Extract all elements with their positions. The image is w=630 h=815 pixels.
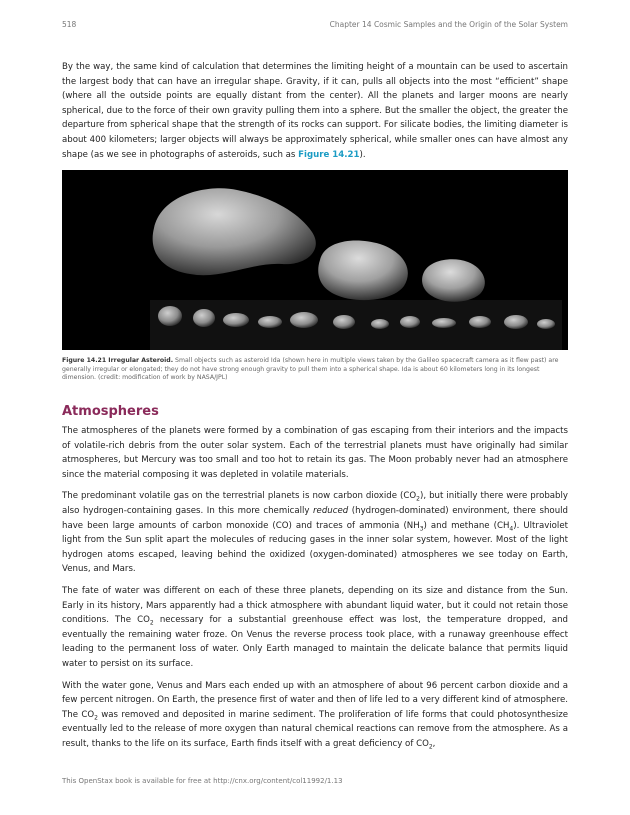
figure-caption <box>62 357 568 383</box>
ida-view-small-11 <box>504 315 528 329</box>
intro-text-end: ). <box>359 149 366 160</box>
p2-text-a: The predominant volatile gas on the terrestrial planets is now carbon dioxide (CO <box>62 491 417 502</box>
figure-14-21-link[interactable]: Figure 14.21 <box>298 149 360 160</box>
ida-view-small-5 <box>290 312 318 328</box>
p2-text-d: ) and methane (CH <box>423 520 510 531</box>
p2-sub-co2: 2 <box>416 496 420 504</box>
figure-label: Figure 14.21 Irregular Asteroid. <box>62 357 174 364</box>
ida-view-small-10 <box>469 316 491 328</box>
p4-text-b: was removed and deposited in marine sediment. The proliferation of life forms that could photosynthesize eventually led to the release of more oxygen than natural chemical reactions can remove from the atmosphere. As a result, thanks to the life on its surface, Earth finds itself with a great deficiency of CO <box>62 709 568 749</box>
atmospheres-body <box>62 424 568 758</box>
p2-sub-ch4: 4 <box>509 525 514 533</box>
ida-view-small-2 <box>193 309 215 327</box>
paragraph-2 <box>62 489 568 577</box>
footer-license-note: This OpenStax book is available for free at http://cnx.org/content/col11992/1.13 <box>62 777 343 785</box>
ida-view-small-7 <box>371 319 389 329</box>
p4-sub-co2-2: 2 <box>428 743 433 751</box>
p4-sub-co2: 2 <box>94 714 98 722</box>
ida-view-small-12 <box>537 319 555 329</box>
ida-view-small-6 <box>333 315 355 329</box>
paragraph-4 <box>62 679 568 752</box>
p2-text-c: (hydrogen-dominated) environment, there should have been large amounts of carbon monoxide (CO) and traces of ammonia (NH <box>62 505 568 531</box>
p3-text-a: The fate of water was different on each of these three planets, depending on its size and distance from the Sun. Early in its history, Mars apparently had a thick atmosphere with abundant liquid water, but it could not retain those conditions. The CO <box>62 585 568 626</box>
ida-view-small-1 <box>158 306 182 326</box>
intro-paragraph <box>62 60 568 169</box>
p3-sub-co2: 2 <box>149 619 154 627</box>
page-number: 518 <box>62 20 77 29</box>
intro-text: By the way, the same kind of calculation that determines the limiting height of a mountain can be used to ascertain the largest body that can have an irregular shape. Gravity, if it can, pulls all objects into the most “efficient” shape (where all the outside points are equally distant from the center). All the planets and larger moons are nearly spherical, due to the force of their own gravity pulling them into a sphere. But the smaller the object, the greater the departure from spherical shape that the strength of its rocks can support. For silicate bodies, the limiting diameter is about 400 kilometers; larger objects will always be approximately spherical, while smaller ones can have almost any shape (as we see in photographs of asteroids, such as <box>62 62 568 160</box>
p3-text-b: necessary for a substantial greenhouse effect was lost, the temperature dropped, and eventually the remaining water froze. On Venus the reverse process took place, with a runaway greenhouse effect leading to the permanent loss of water. Only Earth managed to maintain the delicate balance that permits liquid water to persist on its surface. <box>62 615 568 669</box>
p2-text-e: ). Ultraviolet light from the Sun split apart the molecules of reducing gases in the inner solar system, however. Most of the light hydrogen atoms escaped, leaving behind the oxidized (oxygen-dominated) atmospheres we see today on Earth, Venus, and Mars. <box>62 520 568 575</box>
ida-view-small-8 <box>400 316 420 328</box>
running-header-chapter: Chapter 14 Cosmic Samples and the Origin of the Solar System <box>329 20 568 29</box>
paragraph-3 <box>62 584 568 672</box>
ida-view-small-3 <box>223 313 249 327</box>
paragraph-1: The atmospheres of the planets were formed by a combination of gas escaping from their interiors and the impacts of volatile-rich debris from the outer solar system. Each of the terrestrial planets must have originally had similar atmospheres, but Mercury was too small and too hot to retain its gas. The Moon probably never had an atmosphere since the material composing it was depleted in volatile materials. <box>62 426 568 480</box>
ida-view-small-9 <box>432 318 456 328</box>
figure-caption-text: Small objects such as asteroid Ida (shown here in multiple views taken by the Galileo spacecraft camera as it flew past) are generally irregular or elongated; they do not have strong enough gravity to pull them into a spherical shape. Ida is about 60 kilometers long in its longest dimension. (credit: modification of work by NASA/JPL) <box>62 357 559 382</box>
section-heading-atmospheres: Atmospheres <box>62 404 159 419</box>
p2-text-b: ), but initially there were probably also hydrogen-containing gases. In this more chemically <box>62 491 568 516</box>
p2-emphasis-reduced: reduced <box>313 505 349 516</box>
p4-text-a: With the water gone, Venus and Mars each ended up with an atmosphere of about 96 percent carbon dioxide and a few percent nitrogen. On Earth, the presence first of water and then of life led to a very different kind of atmosphere. The CO <box>62 680 568 720</box>
asteroid-ida-photo <box>62 170 568 350</box>
asteroid-ida-image <box>62 170 568 350</box>
p4-text-c: , <box>432 738 436 749</box>
p2-sub-nh3: 3 <box>419 525 424 533</box>
ida-view-small-4 <box>258 316 282 328</box>
